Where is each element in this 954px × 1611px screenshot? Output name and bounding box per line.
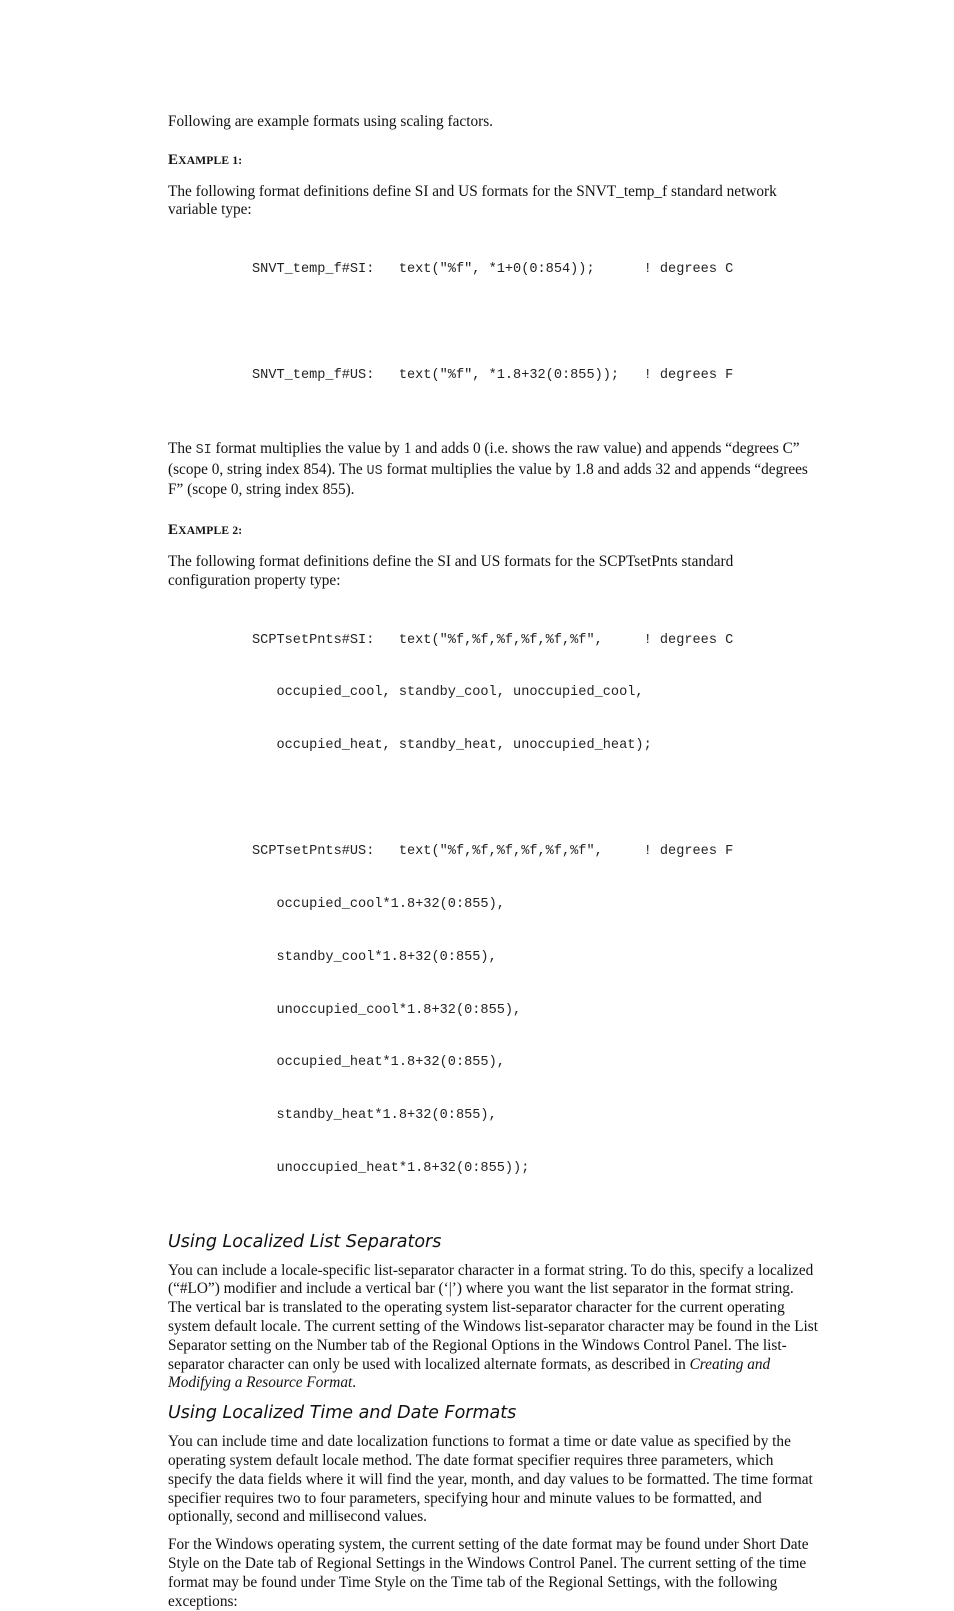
list-separators-end: . xyxy=(352,1374,357,1392)
code-line: occupied_heat*1.8+32(0:855), xyxy=(252,1055,505,1071)
example-2-heading xyxy=(168,521,818,541)
section-heading-time-date: Using Localized Time and Date Formats xyxy=(168,1403,517,1424)
list-separators-text: You can include a locale-specific list-separator character in a format string. To do this, specify a localized (“#LO”) modifier and include a vertical bar (‘|’) where you want the list separator in the format string. The vertical bar is translated to the operating system list-separator character for the current operating system default locale. The current setting of the Windows list-separator character may be found in the List Separator setting on the Number tab of the Regional Options in the Windows Control Panel. The list-separator character can only be used with localized alternate formats, as described in xyxy=(168,1261,819,1373)
example-1-heading-initial: E xyxy=(168,151,179,168)
example-1-heading-rest: XAMPLE 1: xyxy=(178,154,243,167)
list-separators-paragraph xyxy=(168,1262,818,1394)
time-date-paragraph-1: You can include time and date localization functions to format a time or date value as specified by the operating system default locale method. The date format specifier requires three parameters, which specify the data fields where it will find the year, month, and day values to be formatted. The time format specifier requires two to four parameters, specifying hour and minute values to be formatted, and optionally, second and millisecond values. xyxy=(168,1433,813,1526)
time-date-paragraph-2: For the Windows operating system, the current setting of the date format may be found under Short Date Style on the Date tab of Regional Settings in the Windows Control Panel. The current setting of the time format may be found under Time Style on the Time tab of the Regional Settings, with the following exceptions: xyxy=(168,1536,809,1610)
code-line: standby_heat*1.8+32(0:855), xyxy=(252,1108,497,1124)
explain-text: format multiplies the value by 1 and adds 0 (i.e. shows the raw value) and appends “degrees C” (scope 0, string index 854). The xyxy=(168,439,800,478)
inline-code-si: SI xyxy=(195,442,212,458)
explain-text: The xyxy=(168,439,196,457)
code-line: SNVT_temp_f#US: text("%f", *1.8+32(0:855)); ! degrees F xyxy=(252,367,734,383)
section-heading-list-separators: Using Localized List Separators xyxy=(168,1231,442,1252)
example-2-us-code-block xyxy=(252,808,818,1213)
document-page xyxy=(168,113,818,1611)
code-line: occupied_cool*1.8+32(0:855), xyxy=(252,897,505,912)
example-1-heading xyxy=(168,151,818,171)
code-line: SCPTsetPnts#US: text("%f,%f,%f,%f,%f,%f", ! degrees F xyxy=(252,844,734,860)
code-line xyxy=(252,314,818,332)
intro-paragraph: Following are example formats using scaling factors. xyxy=(168,113,493,130)
example-2-heading-initial: E xyxy=(168,522,179,539)
code-line: SCPTsetPnts#SI: text("%f,%f,%f,%f,%f,%f", ! degrees C xyxy=(252,632,734,648)
example-2-heading-rest: XAMPLE 2: xyxy=(178,525,243,538)
explain-text: format multiplies the value by 1.8 and adds 32 and appends “degrees F” (scope 0, string index 855). xyxy=(168,460,808,499)
code-line: occupied_heat, standby_heat, unoccupied_heat); xyxy=(252,738,652,754)
code-line: standby_cool*1.8+32(0:855), xyxy=(252,949,497,965)
inline-code-us: US xyxy=(366,463,383,479)
cross-reference: Creating and Modifying a Resource Format xyxy=(168,1355,771,1392)
code-line: SNVT_temp_f#SI: text("%f", *1+0(0:854)); ! degrees C xyxy=(252,262,734,278)
example-1-code-block xyxy=(252,226,818,420)
code-line: unoccupied_cool*1.8+32(0:855), xyxy=(252,1002,522,1018)
example-1-explanation xyxy=(168,440,818,500)
code-spacer xyxy=(168,790,818,808)
code-line: occupied_cool, standby_cool, unoccupied_cool, xyxy=(252,685,644,701)
code-line: unoccupied_heat*1.8+32(0:855)); xyxy=(252,1160,530,1176)
example-2-si-code-block xyxy=(252,597,818,791)
example-2-description: The following format definitions define the SI and US formats for the SCPTsetPnts standard configuration property type: xyxy=(168,552,734,589)
example-1-description: The following format definitions define SI and US formats for the SNVT_temp_f standard network variable type: xyxy=(168,182,777,219)
